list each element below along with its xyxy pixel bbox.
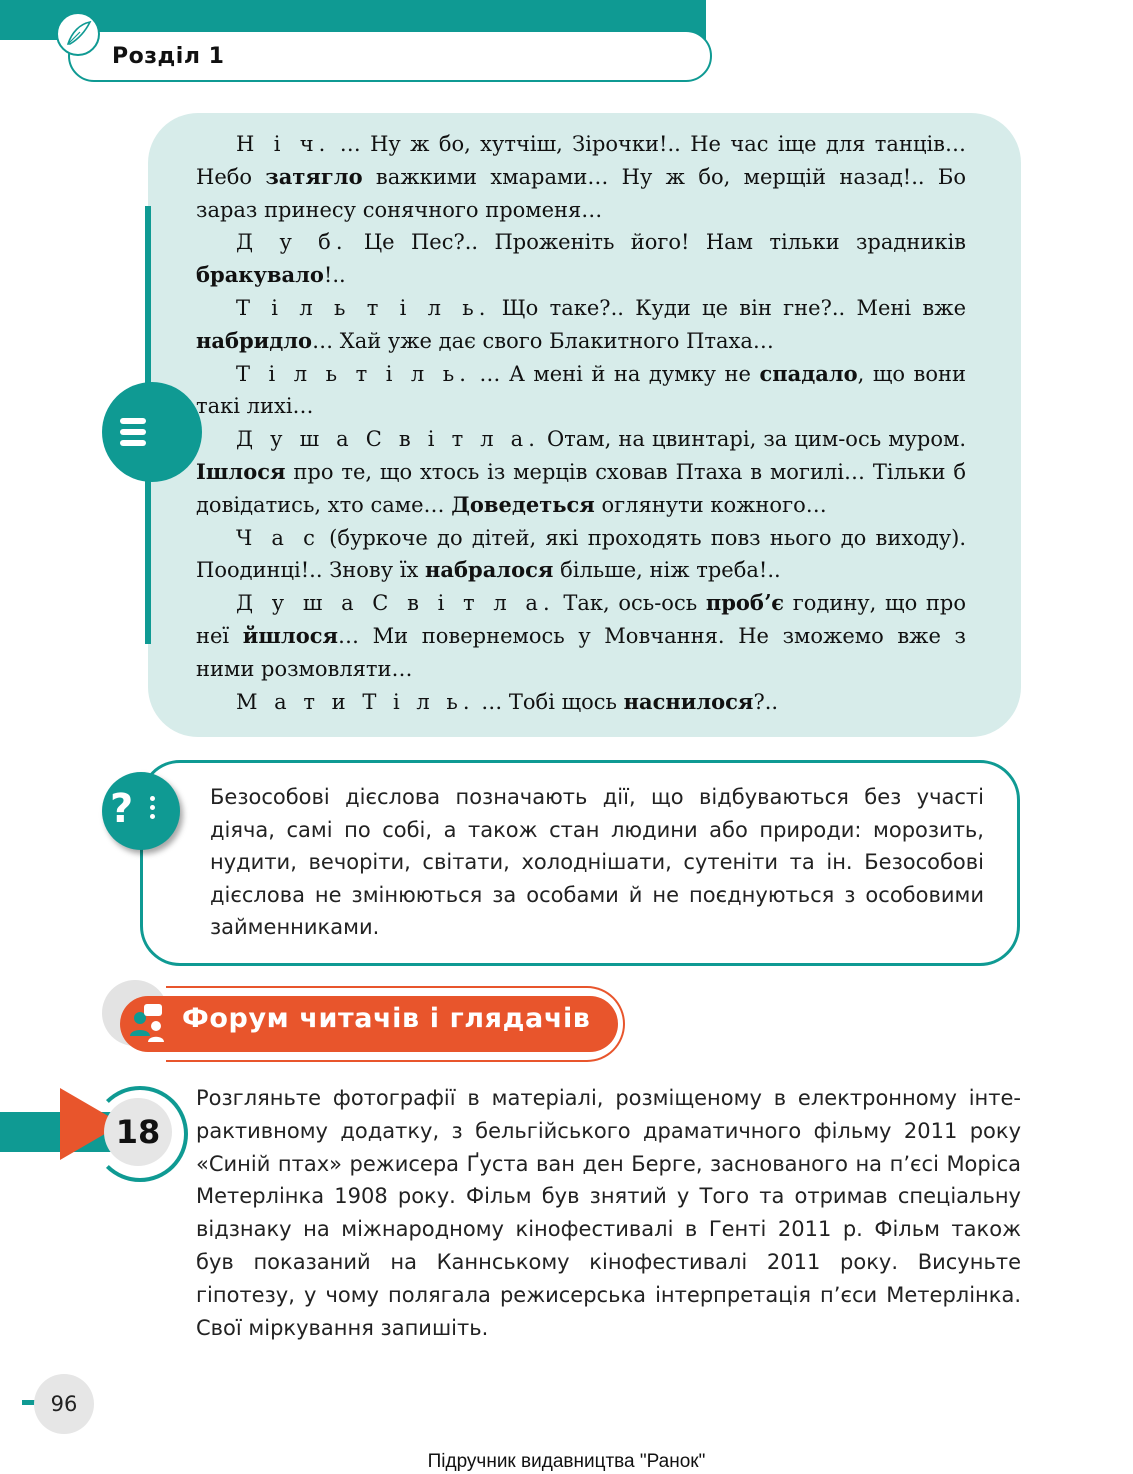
speaker-name: Т і л ь т і л ь.	[236, 361, 471, 386]
forum-title: Форум читачів і глядачів	[182, 1003, 591, 1034]
dialogue-fragment: Це Пес?.. Проженіть його! Нам тільки зрадників	[347, 230, 966, 255]
dialogue-fragment: Що таке?.. Куди це він гне?.. Мені вже	[490, 295, 966, 320]
publisher-footer: Підручник видавництва "Ранок"	[427, 1451, 706, 1472]
speaker-name: Д у ш а С в і т л а.	[236, 591, 555, 616]
dialogue-fragment: … Ми повернемось у Мовчання. Не зможемо вже з ними розмовляти…	[196, 623, 966, 681]
impersonal-verb: спадало	[759, 360, 858, 386]
menu-lines-icon	[102, 382, 202, 482]
dialogue-fragment: !..	[323, 263, 346, 288]
speaker-name: М а т и Т і л ь.	[236, 689, 475, 714]
dialogue-fragment: більше, ніж треба!..	[553, 558, 781, 583]
page-number: 96	[50, 1392, 78, 1416]
speaker-name: Д у ш а С в і т л а.	[236, 427, 540, 452]
impersonal-verb: бракувало	[196, 262, 324, 288]
info-dots-icon: ?	[102, 772, 180, 850]
impersonal-verb: затягло	[265, 163, 363, 189]
dialogue-line	[196, 423, 966, 521]
dialogue-line	[196, 587, 966, 685]
dialogue-fragment: Отам, на цвинтарі, за цим-ось муром.	[539, 427, 966, 452]
dialogue-fragment: про те, що хтось із мерців сховав Птаха в могилі… Тільки б довідатись, хто саме…	[196, 459, 966, 517]
feather-icon	[56, 12, 100, 56]
dialogue-text	[196, 128, 966, 718]
dialogue-line	[196, 522, 966, 588]
dialogue-fragment: (буркоче до дітей, які проходять повз нього до виходу). Поодинці!.. Знову їх	[196, 525, 966, 583]
dialogue-line	[196, 358, 966, 424]
dialogue-fragment: … А мені й на думку не	[470, 361, 760, 386]
impersonal-verb: набридло	[196, 327, 313, 353]
task-text: Розгляньте фотографії в матеріалі, розміщеному в електронному інтерактивному додатку, з бельгійського драматичного фільму 2011 року «Синій птах» режисера Ґуста ван ден Берге, заснованого на пʼєсі Моріса Метерлінка 1908 року. Фільм був знятий у Того та отримав спеціальну відзнаку на міжнародному кінофестивалі в Генті 2011 р. Фільм також був показаний на Каннському кінофестивалі 2011 року. Висуньте гіпотезу, у чому полягала режисерська інтерпретація пʼєси Метерлінка. Свої міркування запишіть.	[196, 1086, 1021, 1340]
dialogue-fragment: важкими хмарами… Ну ж бо, мерщій назад!.. Бо зараз принесу сонячного променя…	[196, 164, 966, 222]
dialogue-fragment: … Тобі щось	[474, 689, 624, 714]
impersonal-verb: наснилося	[623, 688, 754, 714]
speaker-name: Ч а с	[236, 525, 320, 550]
dialogue-fragment: годину, що про неї	[196, 591, 967, 648]
rule-text: Безособові дієслова позначають дії, що відбуваються без участі діяча, самі по собі, а також стан людини або природи: морозить, нудити, вечоріти, світати, холоднішати, сутеніти та ін. Безособові дієслова не змінюються за особами й не поєднуються з особовими займенниками.	[210, 785, 984, 940]
impersonal-verb: пробʼє	[705, 590, 785, 616]
dialogue-fragment: , що вони такі лихі…	[196, 361, 966, 419]
speaker-name: Д у б.	[236, 230, 348, 255]
impersonal-verb: йшлося	[242, 622, 339, 648]
impersonal-verb: Доведеться	[451, 491, 595, 517]
dialogue-fragment: оглянути кожного…	[594, 492, 827, 517]
dialogue-fragment: … Хай уже дає свого Блакитного Птаха…	[312, 328, 774, 353]
section-title: Розділ 1	[112, 44, 225, 69]
dialogue-fragment: … Ну ж бо, хутчіш, Зірочки!.. Не час іще для танців… Небо	[196, 132, 966, 189]
dialogue-line	[196, 686, 966, 719]
dialogue-line	[196, 226, 966, 292]
task-number: 18	[104, 1098, 172, 1166]
people-chat-icon	[118, 996, 174, 1052]
speaker-name: Н і ч.	[236, 132, 331, 156]
dialogue-fragment: Так, ось-ось	[554, 591, 706, 616]
dialogue-fragment: ?..	[753, 689, 779, 714]
impersonal-verb: набралося	[425, 557, 554, 583]
speaker-name: Т і л ь т і л ь.	[236, 295, 491, 320]
impersonal-verb: Ішлося	[196, 458, 286, 484]
dialogue-line	[196, 128, 966, 226]
dialogue-line	[196, 292, 966, 358]
